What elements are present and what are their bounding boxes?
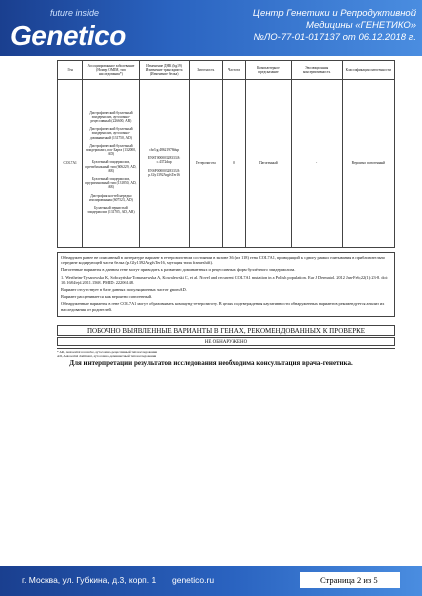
reference-item: 1. Wertheim-Tysarowska K, Sobczyńska-Tomaszewska A, Kowalewski C, et al. Novel and recurrent COL7A1 mutation in a Polish population. Eur J Dermatol. 2012 Jan-Feb;22(1):23-8. doi: 10.1684/ejd.2011.1568. PMID: 22206148.: [61, 274, 389, 285]
page-footer: [0, 566, 422, 596]
disease-item: Дистрофический буллезный эпидермолиз, пог Барта (132000, AD): [85, 143, 136, 157]
col-conservation: Эволюционная консервативность: [291, 61, 342, 80]
table-row: [58, 80, 395, 248]
variants-table: [57, 60, 395, 248]
address: г. Москва, ул. Губкина, д.3, корп. 1: [22, 575, 157, 585]
footnote-ad: AD, Autosomal dominant, аутосомно-доминантный тип наследования: [57, 354, 157, 359]
disease-item: Буллезный эпидермолиз, претибиальный тип (606229, AD, AR): [85, 160, 137, 173]
prediction-cell: Патогенный: [246, 80, 291, 248]
disease-item: Дистрофический буллезный эпидермолиз, аутосомно-рецессивный (226600, AR): [89, 110, 133, 123]
disease-item: Дистрофия ногтей нередко изолированная (607523, AD): [89, 193, 133, 202]
table-header-row: [58, 61, 395, 80]
conservation-cell: -: [291, 80, 342, 248]
col-prediction: Компьютерное предсказание: [246, 61, 291, 80]
secondary-findings-title: ПОБОЧНО ВЫЯВЛЕННЫЕ ВАРИАНТЫ В ГЕНАХ, РЕКОМЕНДОВАННЫХ К ПРОВЕРКЕ: [57, 325, 395, 336]
variants-table-container: [57, 60, 395, 248]
note-paragraph: Обнаружен ранее не описанный в литературе вариант в гетерозиготном состоянии в экзоне 36 (из 118) гена COL7A1, приводящий к сдвигу рамки считывания в приблизительно середине кодирующей части белка (p.Gly1392ArgfsTer16, мутация типа frameshift).: [61, 255, 386, 266]
gene-cell: COL7A1: [58, 80, 83, 248]
col-classification: Классификация патогенности: [342, 61, 394, 80]
secondary-findings-result: НЕ ОБНАРУЖЕНО: [57, 337, 395, 346]
page-header: [0, 0, 422, 56]
genetico-logo: [10, 8, 180, 52]
disease-cell: [83, 80, 139, 248]
classification-cell: Вероятно патогенный: [342, 80, 394, 248]
col-frequency: Частота: [222, 61, 245, 80]
inheritance-footnotes: [57, 348, 395, 358]
protein-change: ENSP00000328333.8: p.Gly1392ArgfsTer16: [147, 168, 181, 177]
website-link[interactable]: geneticо.ru: [172, 575, 215, 585]
logo-tagline: future inside: [50, 8, 100, 18]
clinic-name-line1: Центр Генетики и Репродуктивной: [252, 8, 416, 19]
col-gene: Ген: [58, 61, 83, 80]
disease-item: Буллезный зернистый эпидермолиз (131705, AD, AR): [87, 206, 135, 215]
col-zygosity: Зиготность: [189, 61, 222, 80]
note-paragraph: Вариант отсутствует в базе данных популяционных частот gnomAD.: [61, 287, 187, 293]
page-number: Страница 2 из 5: [320, 575, 378, 585]
clinic-name-line2: Медицины «ГЕНЕТИКО»: [306, 20, 416, 31]
license-number: №ЛО-77-01-017137 от 06.12.2018 г.: [253, 32, 416, 43]
note-paragraph: Патогенные варианты в данном гене могут приводить к развитию доминантных и рецессивных форм буллёзного эпидермолиза.: [61, 267, 296, 273]
col-dna-change: Изменение ДНК (hg19) Изменение транскрипта (Изменение белка): [139, 61, 189, 80]
note-paragraph: Вариант расценивается как вероятно патогенный.: [61, 294, 152, 300]
disease-item: Буллезный эпидермолиз, пруригинозный тип (131850, AD, AR): [85, 177, 137, 190]
col-disease: Ассоциированное заболевание (Номер OMIM, тип наследования*): [83, 61, 139, 80]
footnote-ar: * AR, Autosomal recessive, аутосомно-рецессивный тип наследования: [57, 350, 157, 354]
logo-text: Genetico: [10, 20, 126, 51]
zygosity-cell: Гетерозигота: [189, 80, 222, 248]
disease-item: Дистрофический буллезный эпидермолиз, аутосомно-доминантный (131750, AD): [89, 127, 133, 140]
clinic-info: [196, 8, 416, 44]
dna-change: chr3:g.48621978dup: [149, 147, 180, 152]
frequency-cell: 0: [222, 80, 245, 248]
note-paragraph: Обнаруженные варианты в гене COL7A1 могут образовывать компаунд-гетерозиготу. В целях подтверждения каузативности обнаруженных вариантов рекомендуется анализ их наследования от родителей.: [61, 301, 385, 312]
variant-notes: [57, 252, 395, 317]
dna-change-cell: [139, 80, 189, 248]
transcript-change: ENST00000328333.8: c.4372dup: [147, 156, 181, 165]
consultation-note: Для интерпретации результатов исследования необходима консультация врача-генетика.: [69, 359, 353, 367]
